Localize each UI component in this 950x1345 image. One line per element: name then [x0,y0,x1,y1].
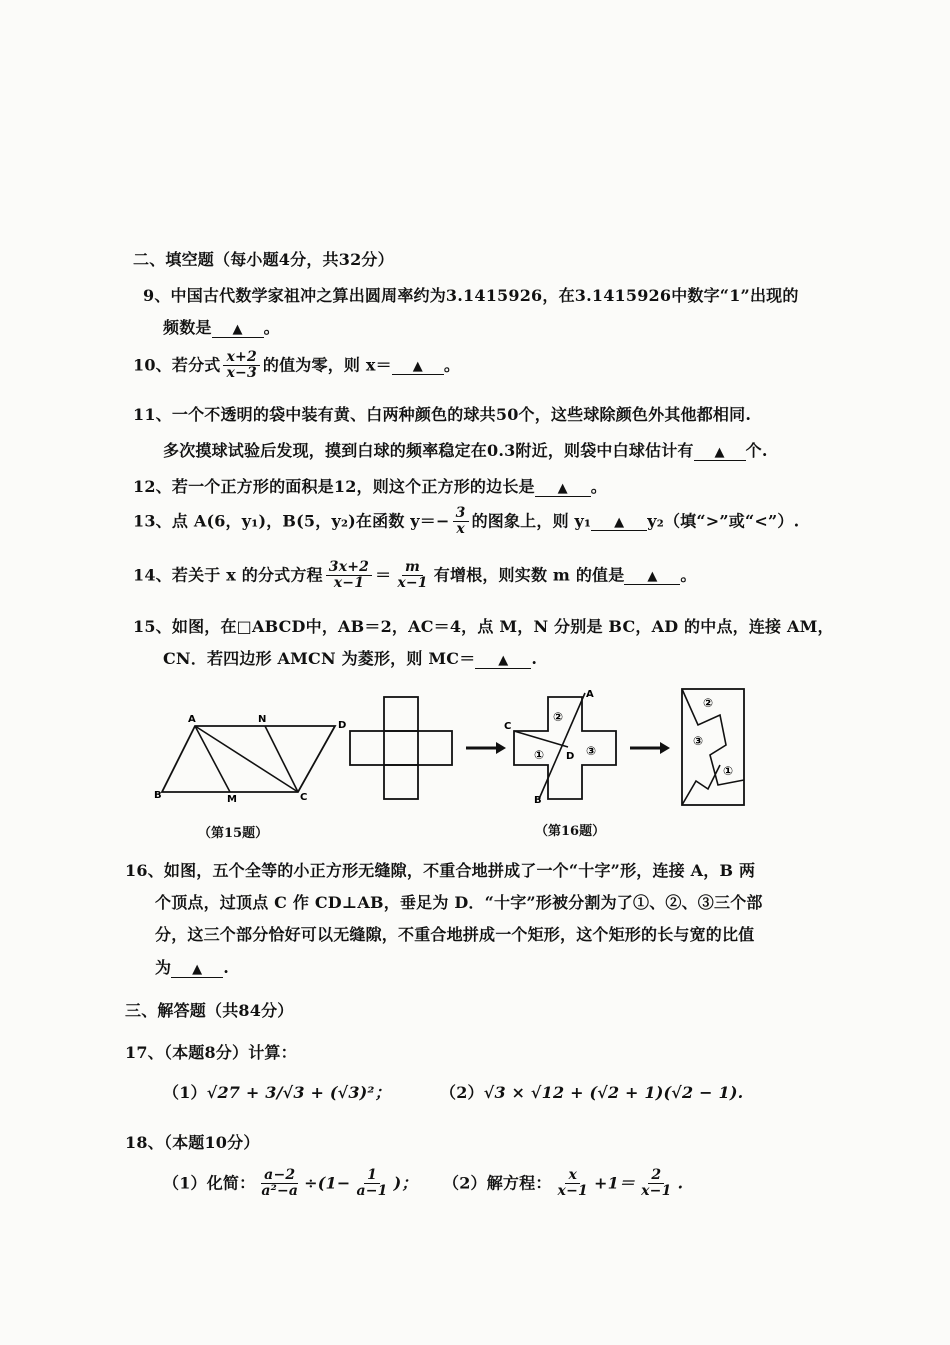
q9-text: 频数是 [163,318,212,337]
label-n: N [258,714,267,725]
q15-end: . [531,649,538,668]
q10-text: 10、若分式 [133,355,221,375]
q13-end: y₂（填“>”或“<”）. [647,511,800,531]
q11-line1: 11、一个不透明的袋中装有黄、白两种颜色的球共50个，这些球除颜色外其他都相同. [133,405,752,424]
answer-triangle: ▲ [232,322,243,337]
q12-answer-blank [535,477,591,497]
label-d: D [566,751,575,762]
q18-part1 [163,1168,418,1200]
q14-numerator-right: m [402,560,423,576]
q11-end: 个. [745,441,768,460]
q14-text-mid: 有增根，则实数 m 的值是 [433,565,625,585]
label-b: B [534,795,542,806]
q14-answer-blank [624,565,680,585]
q18-part2-numerator2: 2 [648,1168,664,1184]
q15-line1: 15、如图，在□ABCD中，AB＝2，AC＝4，点 M，N 分别是 BC，AD 的中点，连接 AM， [133,617,834,636]
assembled-rectangle [682,689,744,805]
label-d: D [338,720,347,731]
label-m: M [227,794,237,805]
answer-triangle: ▲ [714,445,725,460]
q12-text: 12、若一个正方形的面积是12，则这个正方形的边长是 [133,477,535,496]
q14-fraction-right [394,560,430,592]
q17-part2-expression: √3 × √12 + (√2 + 1)(√2 − 1). [483,1083,744,1102]
section-3-heading: 三、解答题（共84分） [125,1001,294,1020]
q16-line4 [155,955,229,978]
q13-text: 13、点 A(6，y₁)，B(5，y₂)在函数 y＝− [133,511,450,531]
q18-part1-numerator: a−2 [261,1168,298,1184]
q15-text: CN．若四边形 AMCN 为菱形，则 MC＝ [163,649,476,668]
q17-title: 17、（本题8分）计算： [125,1043,297,1062]
cross-shape-cut [504,689,616,806]
q18-part1-denominator2: a−1 [356,1183,388,1200]
part-2-marker: ② [703,696,714,710]
label-c: C [300,792,308,803]
q18-part1-label: （1）化简： [163,1173,256,1193]
label-a: A [586,689,594,700]
cross-shape-plain [350,697,452,799]
q18-part2 [443,1168,683,1200]
q13 [133,506,799,538]
answer-triangle: ▲ [412,359,423,375]
q18-part1-end: )； [393,1173,418,1193]
q12-end: 。 [590,477,607,496]
q9-line2 [163,315,280,338]
q11-text: 多次摸球试验后发现，摸到白球的频率稳定在0.3附近，则袋中白球估计有 [163,441,694,460]
q15-answer-blank [475,649,531,669]
parallelogram-abcd [162,726,335,792]
q18-part1-denominator: a²−a [261,1183,299,1200]
q17-part1-expression: √27 + 3/√3 + (√3)²； [206,1083,391,1102]
segment-am [195,726,230,792]
q13-text-mid: 的图象上，则 y₁ [471,511,592,531]
q18-part2-denominator: x−1 [557,1183,588,1200]
q9-end: 。 [263,318,280,337]
part-1-marker: ① [534,748,545,762]
q14 [133,560,697,592]
q9-line1: 9、中国古代数学家祖冲之算出圆周率约为3.1415926，在3.1415926中数字“1”出现的 [143,286,799,305]
q10-answer-blank [392,355,444,375]
q13-fraction [453,506,469,538]
q18-part1-fraction2 [353,1168,390,1200]
arrow-right-icon [466,742,506,754]
q14-equals: ＝ [375,565,392,585]
q18-part2-fraction2 [638,1168,674,1200]
section-2-heading: 二、填空题（每小题4分，共32分） [133,250,394,269]
q18-part2-fraction [555,1168,591,1200]
answer-triangle: ▲ [192,962,203,977]
q18-part1-numerator2: 1 [364,1168,380,1184]
q11-answer-blank [694,441,746,461]
label-a: A [188,714,196,725]
q18-title: 18、（本题10分） [125,1133,260,1152]
q17-part1-label: （1） [163,1083,207,1102]
answer-triangle: ▲ [647,569,658,585]
q13-numerator: 3 [453,506,469,522]
q14-denominator-left: x−1 [333,575,365,592]
q14-text: 14、若关于 x 的分式方程 [133,565,323,585]
q17-part2-label: （2） [440,1083,484,1102]
answer-triangle: ▲ [557,481,568,496]
q13-denominator: x [456,521,465,538]
q17-part1 [163,1080,391,1103]
q18-part2-label: （2）解方程： [443,1173,552,1193]
part-3-marker: ③ [693,734,704,748]
figure-16-cross [348,685,768,815]
figure-15-caption: （第15题） [198,826,269,841]
q16-line2: 个顶点，过顶点 C 作 CD⊥AB，垂足为 D．“十字”形被分割为了①、②、③三个部 [155,893,763,912]
segment-cd [514,731,568,747]
label-c: C [504,721,512,732]
q10-fraction [223,350,259,382]
q10-denominator: x−3 [226,365,257,382]
q14-numerator-left: 3x+2 [326,560,372,576]
q14-fraction-left [326,560,372,592]
q10-numerator: x+2 [223,350,259,366]
q15-line2 [163,646,537,669]
q10 [133,350,460,382]
q18-part1-fraction [258,1168,301,1200]
q14-denominator-right: x−1 [397,575,428,592]
q18-part1-mid: ÷(1− [304,1173,351,1193]
part-2-marker: ② [553,710,564,724]
q13-answer-blank [591,511,647,531]
q12 [133,474,607,497]
q11-line2 [163,438,768,461]
part-3-marker: ③ [586,744,597,758]
q16-line3: 分，这三个部分恰好可以无缝隙，不重合地拼成一个矩形，这个矩形的长与宽的比值 [155,925,755,944]
q10-end: 。 [443,355,461,375]
q18-part2-denominator2: x−1 [641,1183,672,1200]
label-b: B [154,790,162,801]
part-1-marker: ① [723,764,734,778]
arrow-right-icon [630,742,670,754]
q16-text: 为 [155,958,172,977]
q14-end: 。 [680,565,697,585]
answer-triangle: ▲ [614,515,625,531]
q16-end: . [223,958,229,977]
q17-part2 [440,1080,743,1103]
figure-16-caption: （第16题） [535,824,606,839]
q18-part2-mid: +1＝ [593,1173,636,1193]
q16-line1: 16、如图，五个全等的小正方形无缝隙，不重合地拼成了一个“十字”形，连接 A，B 两 [125,861,756,880]
q16-answer-blank [171,958,223,978]
q18-part2-end: . [677,1173,684,1193]
figure-15-parallelogram [150,710,350,810]
q18-part2-numerator: x [565,1168,580,1184]
segment-ac [195,726,298,792]
q10-text-mid: 的值为零，则 x＝ [262,355,392,375]
answer-triangle: ▲ [498,653,509,668]
q9-answer-blank [212,318,264,338]
